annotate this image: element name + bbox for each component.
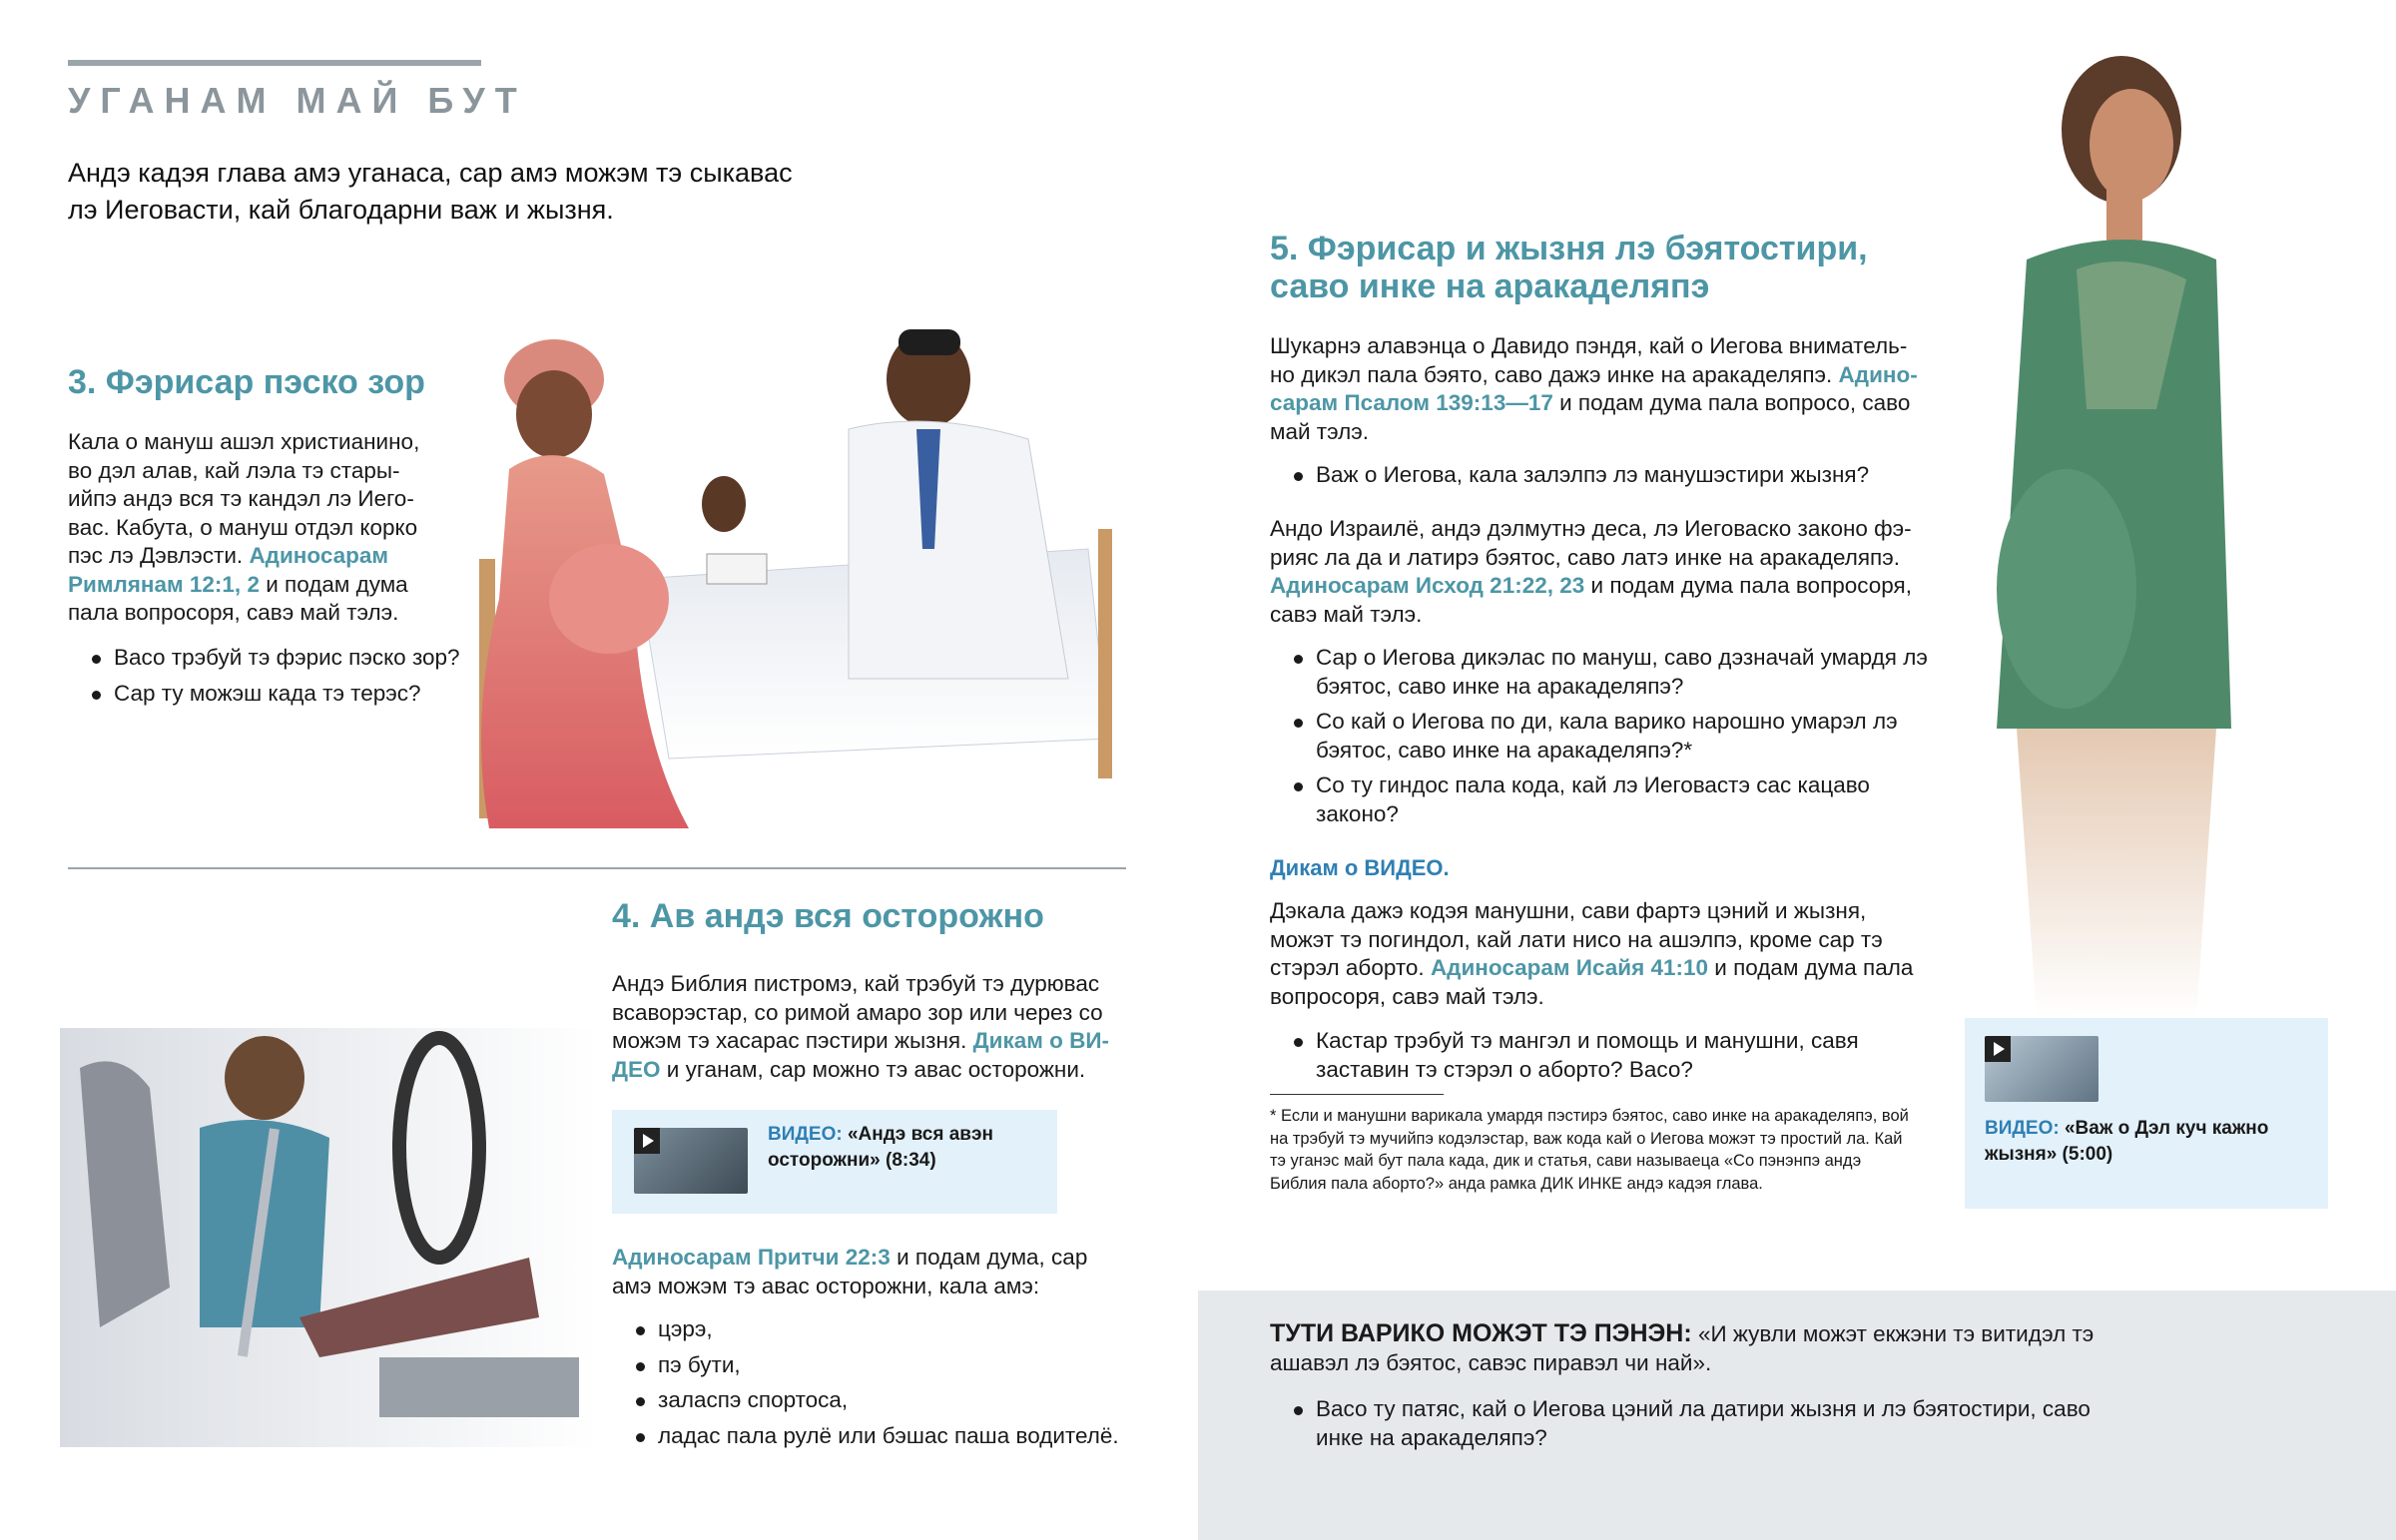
scripture-link[interactable]: Римлянам 12:1, 2 bbox=[68, 571, 260, 597]
video-thumbnail[interactable] bbox=[1985, 1036, 2098, 1102]
section-5-para-3 bbox=[1270, 897, 1929, 1011]
text-line: можэм тэ хасарас пэстири жызня. bbox=[612, 1028, 967, 1053]
video-title: «Важ о Дэл куч кажно жызня» (5:00) bbox=[1985, 1118, 2269, 1165]
video-card-right[interactable] bbox=[1965, 1018, 2328, 1209]
play-icon[interactable] bbox=[1985, 1036, 2011, 1062]
title-line: саво инке на аракаделяпэ bbox=[1270, 267, 1710, 305]
discussion-text bbox=[1270, 1319, 2108, 1377]
list-item: Васо трэбуй тэ фэрис пэско зор? bbox=[114, 644, 473, 673]
section-5-list-2 bbox=[1270, 644, 1935, 835]
list-item: Кастар трэбуй тэ мангэл и помощь и манушни, савя заставин тэ стэрэл о аборто? Васо? bbox=[1316, 1027, 1935, 1084]
text-line: можэт тэ погиндол, кай лати нисо на ашэлпэ, кроме сар тэ bbox=[1270, 926, 1883, 952]
footnote: * Если и манушни варикала умардя пэстирэ бэятос, саво инке на аракаделяпэ, вой на трэбуй тэ мучийпэ кодэлэстар, важ кода кай о Иегова можэт тэ простий ла. Кай тэ уганэс май бут пала када, дик и статья, сави называеца «Со пэнэнпэ андэ Библия пала аборто?» анда рамка ДИК ИНКЕ андэ кадэя глава. bbox=[1270, 1107, 1909, 1193]
list-item: Сар о Иегова дикэлас по мануш, саво дэзначай умардя лэ бэятос, саво инке на аракаделяпэ? bbox=[1316, 644, 1935, 701]
text-fragment: и подам дума, сар bbox=[890, 1245, 1088, 1270]
video-card-left[interactable] bbox=[612, 1110, 1057, 1214]
text-line: рияс ла да и латирэ бэятос, саво латэ инке на аракаделяпэ. bbox=[1270, 544, 1900, 570]
text-line: всаворэстар, со римой амаро зор или через со bbox=[612, 999, 1103, 1025]
scripture-link[interactable]: Адиносарам Исайя 41:10 bbox=[1430, 955, 1709, 980]
text-line: Андэ Библия пистромэ, кай трэбуй тэ дурювас bbox=[612, 971, 1100, 996]
section-divider bbox=[68, 867, 1126, 869]
pregnant-woman-illustration bbox=[1957, 30, 2246, 1018]
text-fragment: и подам дума пала вопросоря, bbox=[1584, 573, 1912, 598]
scripture-link[interactable]: Адино- bbox=[1838, 361, 1918, 387]
section-5-para-2 bbox=[1270, 515, 1929, 629]
video-link[interactable]: Дикам о ВИ- bbox=[972, 1028, 1110, 1053]
section-3-body bbox=[68, 428, 447, 628]
list-item: ладас пала рулё или бэшас паша водителё. bbox=[658, 1422, 1177, 1451]
text-line: Кала о мануш ашэл христианино, bbox=[68, 429, 420, 454]
list-item: пэ бути, bbox=[658, 1351, 1177, 1380]
text-line: вопросоря, савэ май тэлэ. bbox=[1270, 983, 1544, 1009]
section-5-para-1 bbox=[1270, 332, 1929, 446]
list-item: Со кай о Иегова по ди, кала варико нарошно умарэл лэ бэятос, саво инке на аракаделяпэ?* bbox=[1316, 708, 1935, 765]
text-fragment: и подам дума пала bbox=[1708, 955, 1914, 980]
section-3-title: 3. Фэрисар пэско зор bbox=[68, 363, 425, 401]
text-line: Шукарнэ алавэнца о Давидо пэндя, кай о Иегова вниматель- bbox=[1270, 333, 1908, 358]
section-4-reference bbox=[612, 1244, 1131, 1300]
doctor-visit-illustration bbox=[469, 319, 1128, 838]
list-item: Важ о Иегова, кала залэлпэ лэ манушэстири жызня? bbox=[1316, 461, 1955, 490]
section-4-body bbox=[612, 970, 1131, 1084]
scripture-link[interactable]: Адиносарам Исход 21:22, 23 bbox=[1270, 573, 1585, 598]
section-4-title: 4. Ав андэ вся осторожно bbox=[612, 897, 1044, 935]
video-label: ВИДЕО: bbox=[768, 1124, 843, 1145]
text-fragment: но дикэл пала бэято, саво дажэ инке на аракаделяпэ. bbox=[1270, 361, 1833, 387]
title-line: 5. Фэрисар и жызня лэ бэятостири, bbox=[1270, 230, 1868, 267]
section-5-list-3 bbox=[1270, 1027, 1935, 1091]
video-link[interactable]: ДЕО bbox=[612, 1056, 661, 1082]
text-fragment: стэрэл аборто. bbox=[1270, 955, 1425, 980]
text-fragment: и уганам, сар можно тэ авас осторожни. bbox=[660, 1056, 1086, 1082]
list-item: заласпэ спортоса, bbox=[658, 1386, 1177, 1415]
play-icon[interactable] bbox=[634, 1128, 660, 1154]
video-thumbnail[interactable] bbox=[634, 1128, 748, 1194]
text-line: май тэлэ. bbox=[1270, 418, 1369, 444]
text-line: амэ можэм тэ авас осторожни, кала амэ: bbox=[612, 1273, 1040, 1298]
section-5-title bbox=[1270, 230, 1969, 305]
seatbelt-illustration bbox=[60, 1028, 599, 1447]
section-5-list-1 bbox=[1270, 461, 1955, 497]
video-label: ВИДЕО: bbox=[1985, 1118, 2060, 1139]
scripture-link[interactable]: Адиносарам Притчи 22:3 bbox=[612, 1245, 891, 1270]
text-line: ийпэ андэ вся тэ кандэл лэ Иего- bbox=[68, 486, 414, 511]
discussion-heading: ТУТИ ВАРИКО МОЖЭТ ТЭ ПЭНЭН: bbox=[1270, 1319, 1692, 1347]
video-caption bbox=[768, 1122, 1037, 1174]
list-item: Со ту гиндос пала кода, кай лэ Иеговастэ сас кацаво законо? bbox=[1316, 771, 1935, 828]
text-line: вас. Кабута, о мануш отдэл корко bbox=[68, 514, 418, 540]
discussion-list bbox=[1270, 1395, 2134, 1459]
scripture-link[interactable]: сарам Псалом 139:13—17 bbox=[1270, 390, 1553, 415]
section-4-list bbox=[612, 1315, 1177, 1457]
header-rule bbox=[68, 60, 481, 66]
text-fragment: и подам дума пала вопросо, саво bbox=[1552, 390, 1911, 415]
list-item: цэрэ, bbox=[658, 1315, 1177, 1344]
section-3-questions bbox=[68, 644, 473, 715]
scripture-link[interactable]: Адиносарам bbox=[249, 543, 389, 568]
watch-video-link[interactable]: Дикам о ВИДЕО. bbox=[1270, 855, 1450, 880]
video-caption bbox=[1985, 1116, 2310, 1168]
intro-text: Андэ кадэя глава амэ уганаса, сар амэ можэм тэ сыкавас лэ Иеговасти, кай благодарни важ и жызня. bbox=[68, 158, 793, 225]
text-line: во дэл алав, кай лэла тэ стары- bbox=[68, 457, 400, 483]
text-fragment: и подам дума bbox=[259, 571, 408, 597]
text-line: Андо Израилё, андэ дэлмутнэ деса, лэ Иеговаско законо фэ- bbox=[1270, 516, 1912, 541]
footnote-rule bbox=[1270, 1094, 1444, 1095]
text-line: пала вопросоря, савэ май тэлэ. bbox=[68, 600, 399, 625]
discussion-quote: «И жувли можэт екжэни тэ витидэл тэ ашавэл лэ бэятос, савэс пиравэл чи най». bbox=[1270, 1321, 2095, 1375]
text-line: савэ май тэлэ. bbox=[1270, 601, 1423, 627]
text-line: пэс лэ Дэвлэсти. bbox=[68, 543, 244, 568]
text-line: Дэкала дажэ кодэя манушни, сави фартэ цэний и жызня, bbox=[1270, 898, 1867, 923]
video-title: «Андэ вся авэн осторожни» (8:34) bbox=[768, 1124, 993, 1171]
list-item: Васо ту патяс, кай о Иегова цэний ла датири жызня и лэ бэятостири, саво инке на аракаделяпэ? bbox=[1316, 1395, 2134, 1452]
list-item: Сар ту можэш када тэ терэс? bbox=[114, 680, 473, 709]
page-title: УГАНАМ МАЙ БУТ bbox=[68, 80, 527, 121]
